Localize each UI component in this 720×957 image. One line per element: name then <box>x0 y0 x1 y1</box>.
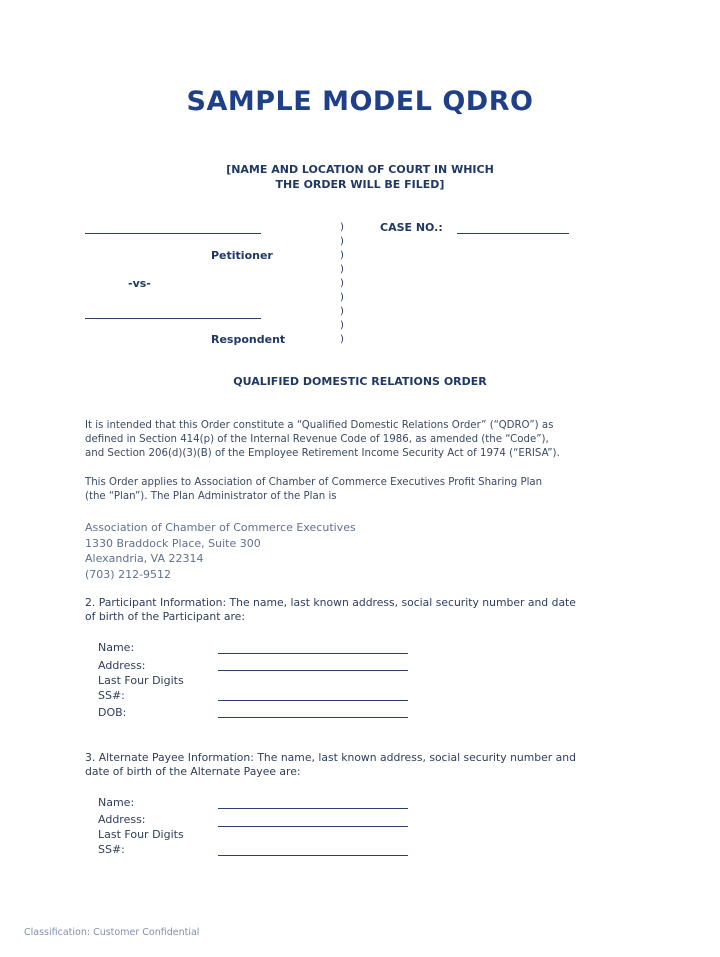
alternate-payee-heading <box>85 751 576 779</box>
petitioner-label: Petitioner <box>211 249 273 262</box>
alternate-payee-heading-line: date of birth of the Alternate Payee are: <box>85 765 301 778</box>
participant-ssn-label <box>98 673 184 703</box>
intro-line: and Section 206(d)(3)(B) of the Employee Retirement Income Security Act of 1974 (“ERISA”). <box>85 448 560 459</box>
document-title: SAMPLE MODEL QDRO <box>186 86 534 117</box>
court-line-1: [NAME AND LOCATION OF COURT IN WHICH <box>226 163 494 176</box>
caption-paren: ) <box>340 278 344 289</box>
intro-line: It is intended that this Order constitute a “Qualified Domestic Relations Order” (“QDRO”) as <box>85 420 554 431</box>
participant-address-label: Address: <box>98 659 146 672</box>
alternate-payee-name-field[interactable] <box>218 808 408 809</box>
caption-paren: ) <box>340 250 344 261</box>
order-title: QUALIFIED DOMESTIC RELATIONS ORDER <box>233 375 487 388</box>
participant-heading <box>85 596 576 624</box>
caption-paren: ) <box>340 222 344 233</box>
participant-name-label: Name: <box>98 641 135 654</box>
alternate-payee-address-field[interactable] <box>218 826 408 827</box>
administrator-address <box>85 520 356 582</box>
caption-paren: ) <box>340 292 344 303</box>
intro-line: defined in Section 414(p) of the Internal Revenue Code of 1986, as amended (the “Code”), <box>85 434 549 445</box>
participant-dob-label: DOB: <box>98 706 127 719</box>
respondent-name-blank <box>85 318 261 319</box>
plan-line: (the “Plan”). The Plan Administrator of the Plan is <box>85 491 337 502</box>
participant-heading-line: of birth of the Participant are: <box>85 610 245 623</box>
caption-paren: ) <box>340 236 344 247</box>
participant-address-field[interactable] <box>218 670 408 671</box>
plan-line: This Order applies to Association of Chamber of Commerce Executives Profit Sharing Plan <box>85 477 543 488</box>
respondent-label: Respondent <box>211 333 286 346</box>
caption-paren: ) <box>340 320 344 331</box>
alternate-payee-ssn-label <box>98 827 184 857</box>
caption-paren: ) <box>340 334 344 345</box>
plan-paragraph <box>85 476 542 504</box>
alternate-payee-heading-line: 3. Alternate Payee Information: The name, last known address, social security number and <box>85 751 576 764</box>
classification-footer: Classification: Customer Confidential <box>24 927 200 938</box>
administrator-street: 1330 Braddock Place, Suite 300 <box>85 536 261 550</box>
caption-paren: ) <box>340 264 344 275</box>
petitioner-name-blank <box>85 233 261 234</box>
participant-heading-line: 2. Participant Information: The name, last known address, social security number and date <box>85 596 576 609</box>
case-number-blank <box>457 233 569 234</box>
caption-brackets <box>340 221 344 347</box>
caption-paren: ) <box>340 306 344 317</box>
intro-paragraph <box>85 419 560 461</box>
participant-dob-field[interactable] <box>218 717 408 718</box>
court-line-2: THE ORDER WILL BE FILED] <box>275 178 445 191</box>
participant-ssn-label-line: SS#: <box>98 689 125 702</box>
administrator-city: Alexandria, VA 22314 <box>85 552 204 565</box>
alternate-payee-ssn-field[interactable] <box>218 855 408 856</box>
case-number-label: CASE NO.: <box>380 221 443 234</box>
participant-name-field[interactable] <box>218 653 408 654</box>
versus-label: -vs- <box>128 277 151 290</box>
participant-ssn-field[interactable] <box>218 700 408 701</box>
alternate-payee-ssn-label-line: SS#: <box>98 843 125 856</box>
alternate-payee-ssn-label-line: Last Four Digits <box>98 828 184 841</box>
alternate-payee-name-label: Name: <box>98 796 135 809</box>
administrator-name: Association of Chamber of Commerce Executives <box>85 521 356 534</box>
alternate-payee-address-label: Address: <box>98 813 146 826</box>
participant-ssn-label-line: Last Four Digits <box>98 674 184 687</box>
administrator-phone: (703) 212-9512 <box>85 567 172 581</box>
court-placeholder <box>0 162 720 192</box>
